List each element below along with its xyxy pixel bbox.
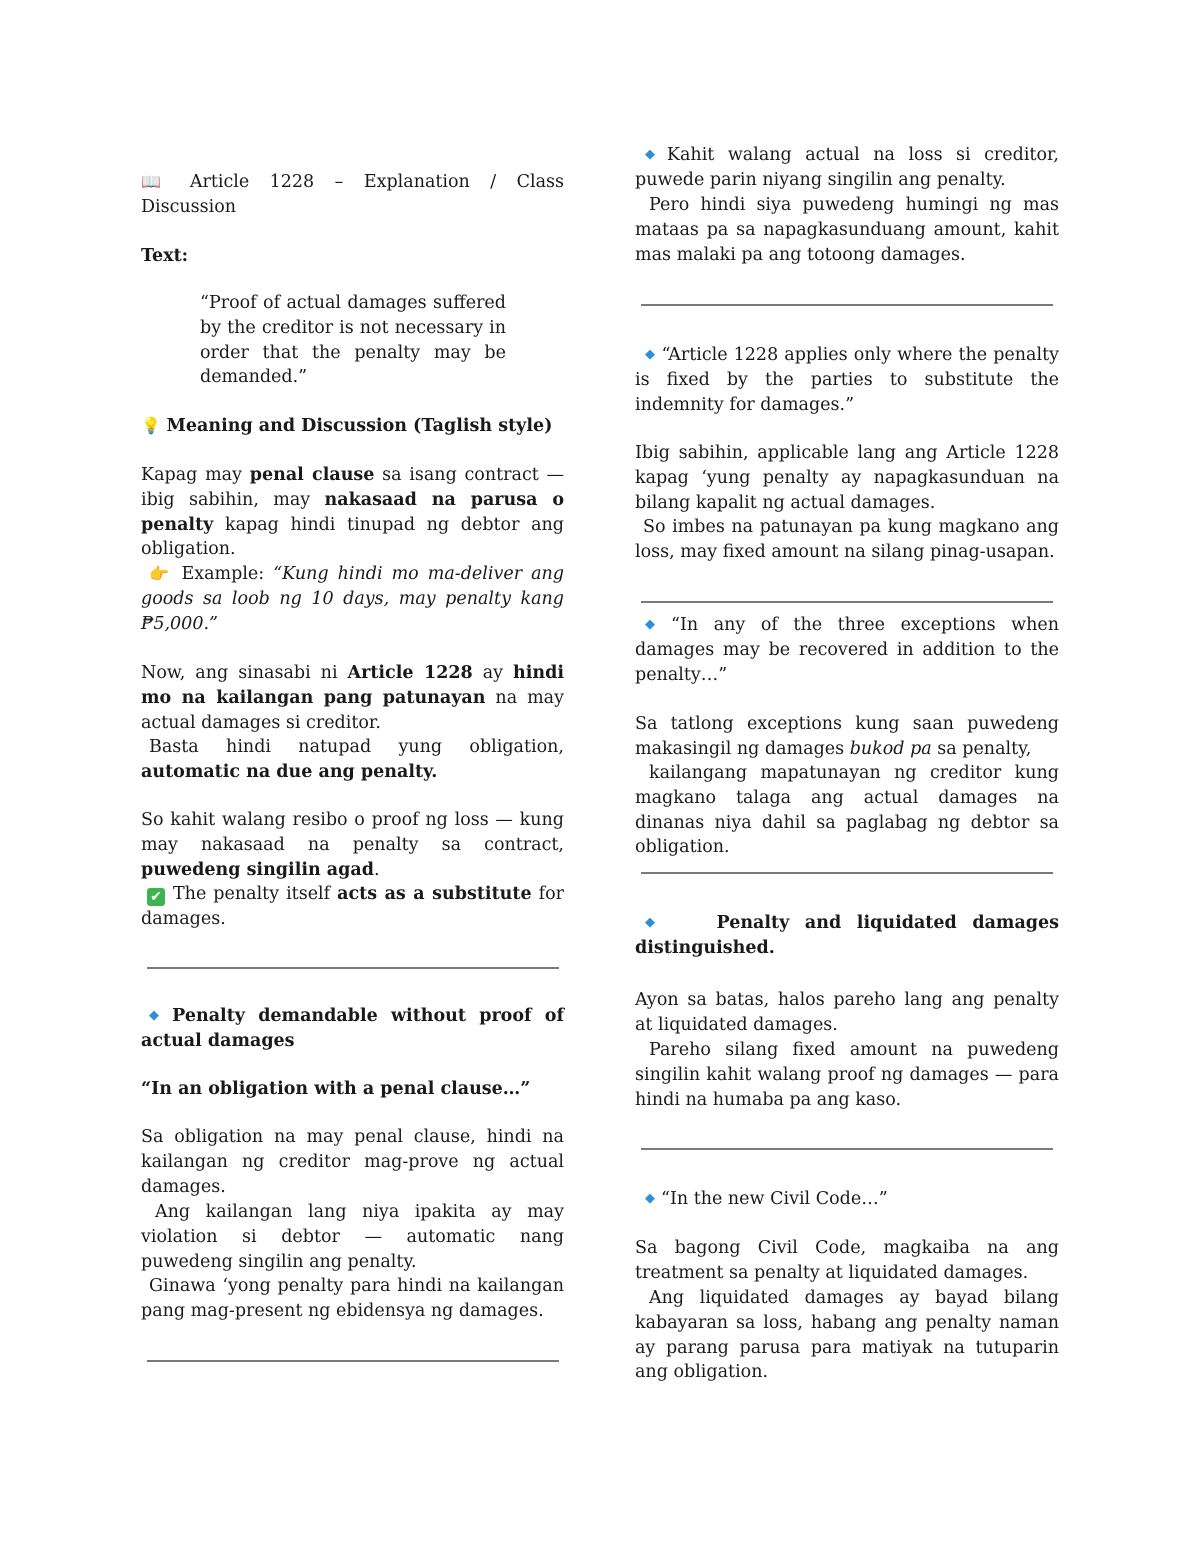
paragraph-liquidated-vs-penalty: Ang liquidated damages ay bayad bilang kabayaran sa loss, habang ang penalty naman ay parang parusa para matiyak na tutuparin ang obligation.	[635, 1288, 1059, 1383]
paragraph-substitute: ✔ The penalty itself acts as a substitute for damages.	[141, 884, 564, 929]
example-line: 👉 Example: “Kung hindi mo ma-deliver ang goods sa loob ng 10 days, may penalty kang ₱5,000.”	[141, 564, 564, 634]
article-quote: “Proof of actual damages suffered by the creditor is not necessary in order that the penalty may be demanded.”	[200, 293, 506, 388]
diamond-bullet-icon: ◆	[645, 1191, 655, 1206]
quote-article-applies: ◆ “Article 1228 applies only where the penalty is fixed by the parties to substitute the indemnity for damages.”	[635, 345, 1059, 415]
paragraph-applicable: Ibig sabihin, applicable lang ang Article 1228 kapag ‘yung penalty ay napagkasunduan na bilang kapalit ng actual damages.	[635, 443, 1059, 513]
paragraph-halos-pareho: Ayon sa batas, halos pareho lang ang penalty at liquidated damages.	[635, 990, 1059, 1035]
section-divider	[147, 967, 559, 969]
paragraph-violation: Ang kailangan lang niya ipakita ay may violation si debtor — automatic nang puwedeng singilin ang penalty.	[141, 1202, 564, 1272]
paragraph-bagong-civil-code: Sa bagong Civil Code, magkaiba na ang treatment sa penalty at liquidated damages.	[635, 1238, 1059, 1283]
meaning-heading: 💡 Meaning and Discussion (Taglish style)	[141, 416, 553, 436]
check-mark-icon: ✔	[147, 888, 165, 906]
paragraph-cannot-exceed: Pero hindi siya puwedeng humingi ng mas mataas pa sa napagkasunduang amount, kahit mas malaki pa ang totoong damages.	[635, 195, 1059, 265]
paragraph-must-prove: kailangang mapatunayan ng creditor kung magkano talaga ang actual damages na dinanas niya dahil sa paglabag ng debtor sa obligation.	[635, 763, 1059, 858]
paragraph-no-receipt: So kahit walang resibo o proof ng loss — kung may nakasaad na penalty sa contract, puwedeng singilin agad.	[141, 810, 564, 880]
paragraph-fixed-amount: So imbes na patunayan pa kung magkano ang loss, may fixed amount na silang pinag-usapan.	[635, 517, 1059, 562]
article-title: 📖 Article 1228 – Explanation / Class Discussion	[141, 172, 564, 217]
quote-three-exceptions: ◆ “In any of the three exceptions when damages may be recovered in addition to the penalty…”	[635, 615, 1060, 685]
section-heading-liquidated: ◆ Penalty and liquidated damages distinguished.	[635, 913, 1059, 958]
section-heading-penalty-demandable: ◆ Penalty demandable without proof of actual damages	[141, 1006, 564, 1051]
section-divider	[641, 304, 1053, 306]
paragraph-no-evidence: Ginawa ‘yong penalty para hindi na kailangan pang mag-present ng ebidensya ng damages.	[141, 1276, 564, 1321]
text-label: Text:	[141, 246, 189, 266]
diamond-bullet-icon: ◆	[149, 1008, 167, 1023]
pointing-hand-icon: 👉	[149, 564, 173, 583]
quote-new-civil-code: ◆ “In the new Civil Code…”	[645, 1189, 888, 1209]
section-divider	[641, 1148, 1053, 1150]
paragraph-no-actual-loss: ◆ Kahit walang actual na loss si creditor, puwede parin niyang singilin ang penalty.	[635, 145, 1059, 190]
diamond-bullet-icon: ◆	[645, 915, 665, 930]
diamond-bullet-icon: ◆	[645, 617, 665, 632]
paragraph-penal-clause: Kapag may penal clause sa isang contract — ibig sabihin, may nakasaad na parusa o penalty kapag hindi tinupad ng debtor ang obligation.	[141, 465, 565, 560]
paragraph-article-1228: Now, ang sinasabi ni Article 1228 ay hindi mo na kailangan pang patunayan na may actual damages si creditor.	[141, 663, 564, 733]
paragraph-pareho-fixed: Pareho silang fixed amount na puwedeng singilin kahit walang proof ng damages — para hindi na humaba pa ang kaso.	[635, 1040, 1059, 1110]
paragraph-exceptions: Sa tatlong exceptions kung saan puwedeng makasingil ng damages bukod pa sa penalty,	[635, 714, 1059, 759]
section-divider	[147, 1360, 559, 1362]
section-divider	[641, 872, 1053, 874]
section-quote-penal-clause: “In an obligation with a penal clause…”	[141, 1079, 531, 1099]
diamond-bullet-icon: ◆	[645, 347, 656, 362]
paragraph-automatic-due: Basta hindi natupad yung obligation, automatic na due ang penalty.	[141, 737, 564, 782]
open-book-icon: 📖	[141, 172, 176, 191]
paragraph-no-need-prove: Sa obligation na may penal clause, hindi na kailangan ng creditor mag-prove ng actual damages.	[141, 1127, 564, 1197]
light-bulb-icon: 💡	[141, 416, 161, 435]
section-divider	[641, 601, 1053, 603]
diamond-bullet-icon: ◆	[645, 147, 663, 162]
